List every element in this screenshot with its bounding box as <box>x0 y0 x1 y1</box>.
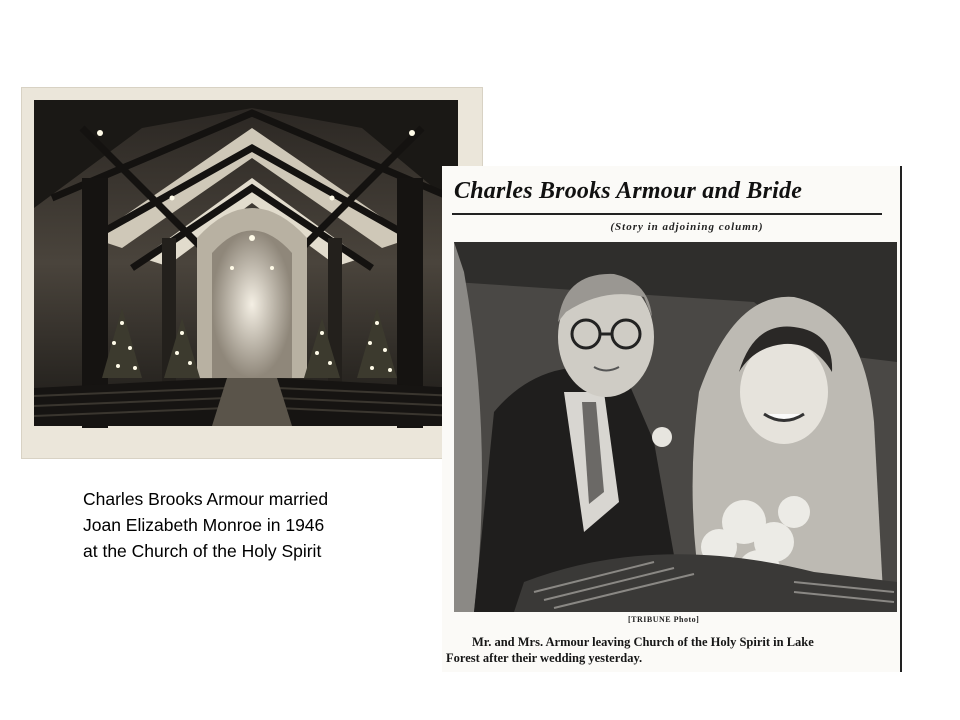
column-rule <box>900 166 902 672</box>
slide-caption-line-3: at the Church of the Holy Spirit <box>83 541 322 561</box>
church-interior-illustration <box>22 88 482 458</box>
slide-caption-line-1: Charles Brooks Armour married <box>83 489 329 509</box>
church-interior-photo <box>22 88 482 458</box>
wedding-couple-illustration <box>454 242 897 612</box>
clipping-caption-line-1: Mr. and Mrs. Armour leaving Church of the Holy Spirit in Lake <box>472 635 814 649</box>
newspaper-clipping <box>442 166 902 672</box>
clipping-caption <box>446 634 898 666</box>
clipping-subhead: (Story in adjoining column) <box>610 221 764 233</box>
slide-caption <box>83 486 433 564</box>
clipping-headline: Charles Brooks Armour and Bride <box>454 178 803 204</box>
slide-caption-line-2: Joan Elizabeth Monroe in 1946 <box>83 515 325 535</box>
clipping-caption-line-2: Forest after their wedding yesterday. <box>446 651 643 665</box>
headline-rule <box>452 213 882 215</box>
wedding-couple-photo <box>454 242 897 612</box>
photo-credit: [TRIBUNE Photo] <box>628 615 700 624</box>
